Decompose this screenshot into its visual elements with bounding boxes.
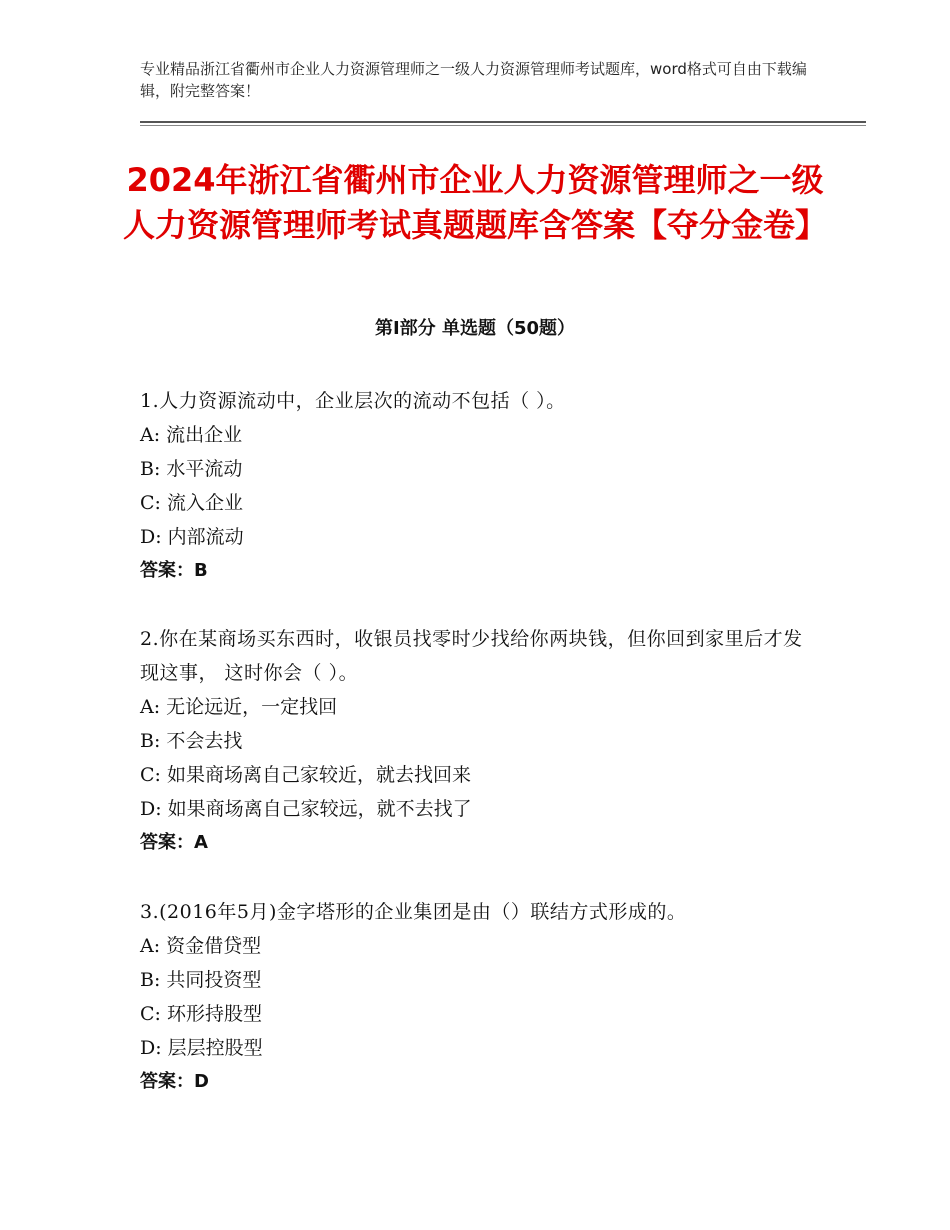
option-c: C: 环形持股型: [140, 1003, 262, 1025]
option-a: A: 无论远近，一定找回: [140, 696, 338, 718]
option-b: B: 水平流动: [140, 458, 243, 480]
question-stem: 1.人力资源流动中，企业层次的流动不包括（ ）。: [140, 390, 566, 412]
option-c: C: 如果商场离自己家较近，就去找回来: [140, 764, 471, 786]
option-a: A: 资金借贷型: [140, 935, 262, 957]
question-stem: 3.(2016年5月)金字塔形的企业集团是由（）联结方式形成的。: [140, 901, 687, 923]
answer: 答案：A: [140, 832, 208, 853]
option-d: D: 内部流动: [140, 526, 244, 548]
document-title: 2024年浙江省衢州市企业人力资源管理师之一级人力资源管理师考试真题题库含答案【夺分金卷】: [122, 161, 827, 244]
question-stem: 2.你在某商场买东西时，收银员找零时少找给你两块钱，但你回到家里后才发现这事， 这时你会（ ）。: [140, 628, 803, 684]
option-d: D: 如果商场离自己家较远，就不去找了: [140, 798, 472, 820]
header-note: 专业精品浙江省衢州市企业人力资源管理师之一级人力资源管理师考试题库，word格式可自由下载编辑，附完整答案！: [140, 60, 807, 100]
section-title: 第Ⅰ部分 单选题（50题）: [374, 318, 575, 339]
header-rule: [140, 121, 866, 123]
header-rule-thin: [140, 125, 866, 126]
answer: 答案：B: [140, 560, 208, 581]
option-d: D: 层层控股型: [140, 1037, 263, 1059]
question-3: [140, 895, 810, 1099]
option-b: B: 共同投资型: [140, 969, 262, 991]
question-1: [140, 384, 810, 588]
option-a: A: 流出企业: [140, 424, 243, 446]
answer: 答案：D: [140, 1071, 209, 1092]
question-2: [140, 622, 810, 860]
option-b: B: 不会去找: [140, 730, 243, 752]
option-c: C: 流入企业: [140, 492, 243, 514]
